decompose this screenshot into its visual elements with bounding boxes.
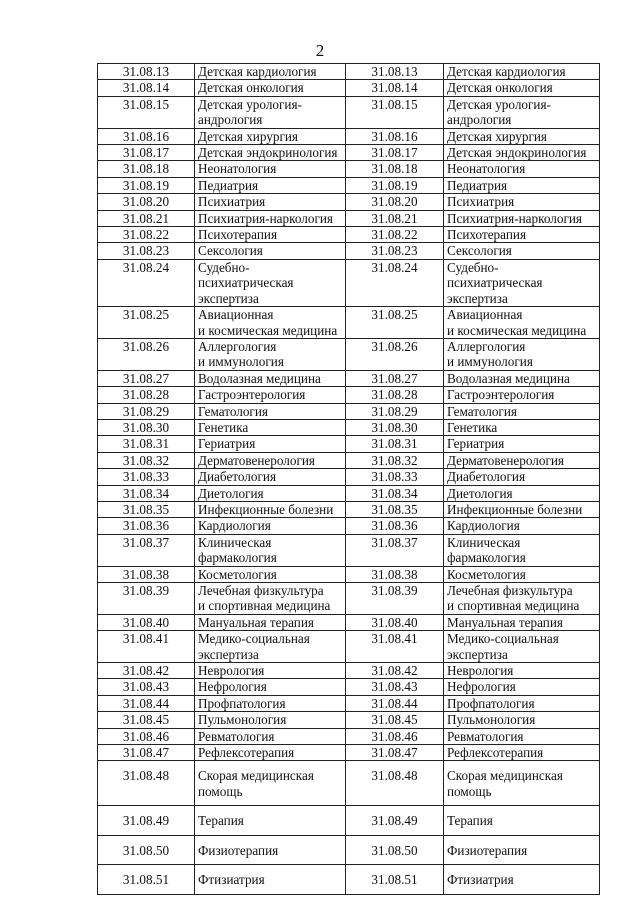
new-specialty-name <box>444 679 600 695</box>
new-specialty-name <box>444 161 600 177</box>
table-row <box>98 761 600 806</box>
name-line: Детская урология- <box>447 96 551 112</box>
old-specialty-code: 31.08.44 <box>98 695 195 711</box>
old-specialty-code: 31.08.24 <box>98 259 195 306</box>
old-specialty-code: 31.08.38 <box>98 566 195 582</box>
new-specialty-code: 31.08.32 <box>346 452 444 468</box>
old-specialty-code: 31.08.33 <box>98 469 195 485</box>
name-line: помощь <box>198 783 243 799</box>
new-specialty-code: 31.08.29 <box>346 403 444 419</box>
table-row <box>98 745 600 761</box>
old-specialty-code: 31.08.47 <box>98 745 195 761</box>
name-line: Физиотерапия <box>198 842 279 858</box>
old-specialty-name <box>195 865 346 894</box>
old-specialty-name <box>195 194 346 210</box>
name-line: Диетология <box>447 485 513 501</box>
old-specialty-code: 31.08.15 <box>98 96 195 128</box>
new-specialty-name <box>444 631 600 663</box>
old-specialty-name <box>195 387 346 403</box>
old-specialty-code: 31.08.37 <box>98 534 195 566</box>
old-specialty-name <box>195 534 346 566</box>
new-specialty-code: 31.08.47 <box>346 745 444 761</box>
name-line: Неонатология <box>198 161 277 177</box>
name-line: Детская кардиология <box>447 64 566 79</box>
new-specialty-code: 31.08.14 <box>346 80 444 96</box>
name-line: психиатрическая <box>447 275 543 291</box>
name-line: Ревматология <box>198 728 275 744</box>
name-line: Клиническая <box>198 534 272 550</box>
table-row <box>98 338 600 370</box>
name-line: Психиатрия <box>447 194 515 210</box>
old-specialty-code: 31.08.20 <box>98 194 195 210</box>
new-specialty-name <box>444 387 600 403</box>
old-specialty-name <box>195 679 346 695</box>
new-specialty-code: 31.08.26 <box>346 338 444 370</box>
old-specialty-code: 31.08.42 <box>98 663 195 679</box>
old-specialty-name <box>195 128 346 144</box>
old-specialty-name <box>195 806 346 835</box>
old-specialty-code: 31.08.50 <box>98 835 195 864</box>
old-specialty-name <box>195 501 346 517</box>
name-line: Водолазная медицина <box>447 370 570 386</box>
new-specialty-name <box>444 695 600 711</box>
new-specialty-name <box>444 419 600 435</box>
name-line: Судебно- <box>447 259 499 275</box>
name-line: Гериатрия <box>198 436 256 452</box>
name-line: фармакология <box>447 550 526 566</box>
old-specialty-name <box>195 145 346 161</box>
name-line: Кардиология <box>198 518 271 534</box>
old-specialty-code: 31.08.39 <box>98 583 195 615</box>
old-specialty-name <box>195 663 346 679</box>
old-specialty-name <box>195 485 346 501</box>
new-specialty-code: 31.08.21 <box>346 210 444 226</box>
table-row <box>98 679 600 695</box>
new-specialty-name <box>444 243 600 259</box>
new-specialty-code: 31.08.50 <box>346 835 444 864</box>
name-line: Клиническая <box>447 534 521 550</box>
new-specialty-code: 31.08.37 <box>346 534 444 566</box>
new-specialty-name <box>444 80 600 96</box>
name-line: Косметология <box>447 566 526 582</box>
name-line: Генетика <box>447 419 498 435</box>
new-specialty-code: 31.08.51 <box>346 865 444 894</box>
new-specialty-name <box>444 403 600 419</box>
new-specialty-code: 31.08.45 <box>346 712 444 728</box>
new-specialty-name <box>444 96 600 128</box>
table-row <box>98 259 600 306</box>
new-specialty-name <box>444 745 600 761</box>
table-row <box>98 712 600 728</box>
name-line: Лечебная физкультура <box>447 583 573 598</box>
name-line: Пульмонология <box>198 712 287 728</box>
old-specialty-code: 31.08.30 <box>98 419 195 435</box>
old-specialty-name <box>195 614 346 630</box>
old-specialty-name <box>195 835 346 864</box>
name-line: Гастроэнтерология <box>447 387 555 403</box>
table-row <box>98 128 600 144</box>
name-line: Физиотерапия <box>447 842 528 858</box>
new-specialty-code: 31.08.42 <box>346 663 444 679</box>
table-row <box>98 64 600 80</box>
old-specialty-name <box>195 338 346 370</box>
name-line: Неврология <box>447 663 514 679</box>
new-specialty-name <box>444 436 600 452</box>
table-row <box>98 370 600 386</box>
table-row <box>98 452 600 468</box>
name-line: Аллергология <box>198 338 277 354</box>
name-line: помощь <box>447 783 492 799</box>
name-line: Детская кардиология <box>198 64 317 79</box>
name-line: Нефрология <box>447 679 516 695</box>
name-line: Сексология <box>447 243 512 259</box>
new-specialty-name <box>444 210 600 226</box>
name-line: экспертиза <box>198 290 259 306</box>
new-specialty-code: 31.08.46 <box>346 728 444 744</box>
name-line: Авиационная <box>447 307 523 323</box>
name-line: психиатрическая <box>198 275 294 291</box>
new-specialty-name <box>444 145 600 161</box>
new-specialty-name <box>444 452 600 468</box>
old-specialty-name <box>195 712 346 728</box>
old-specialty-name <box>195 243 346 259</box>
name-line: Инфекционные болезни <box>447 501 583 517</box>
new-specialty-code: 31.08.48 <box>346 761 444 806</box>
old-specialty-name <box>195 761 346 806</box>
new-specialty-name <box>444 614 600 630</box>
table-row <box>98 243 600 259</box>
new-specialty-code: 31.08.49 <box>346 806 444 835</box>
old-specialty-name <box>195 583 346 615</box>
name-line: Гематология <box>447 403 517 419</box>
table-row <box>98 485 600 501</box>
table-row <box>98 865 600 894</box>
table-row <box>98 728 600 744</box>
name-line: и спортивная медицина <box>198 598 331 614</box>
new-specialty-code: 31.08.19 <box>346 177 444 193</box>
name-line: Аллергология <box>447 338 526 354</box>
old-specialty-name <box>195 227 346 243</box>
old-specialty-name <box>195 64 346 80</box>
old-specialty-name <box>195 728 346 744</box>
table-row <box>98 835 600 864</box>
table-row <box>98 631 600 663</box>
old-specialty-code: 31.08.51 <box>98 865 195 894</box>
name-line: Кардиология <box>447 518 520 534</box>
old-specialty-name <box>195 436 346 452</box>
old-specialty-name <box>195 566 346 582</box>
name-line: экспертиза <box>198 646 259 662</box>
new-specialty-code: 31.08.20 <box>346 194 444 210</box>
old-specialty-name <box>195 210 346 226</box>
table-row <box>98 96 600 128</box>
specialty-table-body <box>98 64 600 895</box>
name-line: Ревматология <box>447 728 524 744</box>
old-specialty-code: 31.08.27 <box>98 370 195 386</box>
new-specialty-code: 31.08.17 <box>346 145 444 161</box>
name-line: Психиатрия-наркология <box>447 210 582 226</box>
name-line: и иммунология <box>198 354 284 370</box>
new-specialty-name <box>444 177 600 193</box>
old-specialty-code: 31.08.41 <box>98 631 195 663</box>
name-line: Детская эндокринология <box>447 145 587 161</box>
new-specialty-name <box>444 712 600 728</box>
old-specialty-code: 31.08.48 <box>98 761 195 806</box>
old-specialty-code: 31.08.28 <box>98 387 195 403</box>
name-line: Гастроэнтерология <box>198 387 306 403</box>
old-specialty-code: 31.08.26 <box>98 338 195 370</box>
name-line: андрология <box>198 112 263 128</box>
name-line: Неонатология <box>447 161 526 177</box>
new-specialty-name <box>444 338 600 370</box>
new-specialty-code: 31.08.40 <box>346 614 444 630</box>
new-specialty-name <box>444 865 600 894</box>
new-specialty-code: 31.08.39 <box>346 583 444 615</box>
name-line: Инфекционные болезни <box>198 501 334 517</box>
name-line: и иммунология <box>447 354 533 370</box>
old-specialty-code: 31.08.23 <box>98 243 195 259</box>
old-specialty-code: 31.08.35 <box>98 501 195 517</box>
new-specialty-name <box>444 728 600 744</box>
name-line: Педиатрия <box>447 177 508 193</box>
name-line: Диетология <box>198 485 264 501</box>
table-row <box>98 534 600 566</box>
new-specialty-code: 31.08.31 <box>346 436 444 452</box>
table-row <box>98 210 600 226</box>
old-specialty-name <box>195 80 346 96</box>
old-specialty-code: 31.08.19 <box>98 177 195 193</box>
old-specialty-name <box>195 452 346 468</box>
name-line: Медико-социальная <box>447 631 559 647</box>
new-specialty-name <box>444 370 600 386</box>
name-line: Детская хирургия <box>447 128 548 144</box>
name-line: и космическая медицина <box>447 322 587 338</box>
table-row <box>98 583 600 615</box>
new-specialty-name <box>444 534 600 566</box>
old-specialty-name <box>195 177 346 193</box>
name-line: экспертиза <box>447 646 508 662</box>
new-specialty-name <box>444 566 600 582</box>
new-specialty-name <box>444 307 600 339</box>
name-line: Дерматовенерология <box>447 452 564 468</box>
new-specialty-code: 31.08.44 <box>346 695 444 711</box>
old-specialty-code: 31.08.22 <box>98 227 195 243</box>
new-specialty-name <box>444 663 600 679</box>
new-specialty-code: 31.08.35 <box>346 501 444 517</box>
table-row <box>98 387 600 403</box>
new-specialty-code: 31.08.43 <box>346 679 444 695</box>
old-specialty-code: 31.08.46 <box>98 728 195 744</box>
new-specialty-name <box>444 194 600 210</box>
old-specialty-code: 31.08.16 <box>98 128 195 144</box>
new-specialty-name <box>444 518 600 534</box>
new-specialty-code: 31.08.36 <box>346 518 444 534</box>
name-line: Лечебная физкультура <box>198 583 324 598</box>
table-row <box>98 436 600 452</box>
name-line: Диабетология <box>447 469 526 485</box>
new-specialty-code: 31.08.24 <box>346 259 444 306</box>
new-specialty-code: 31.08.27 <box>346 370 444 386</box>
name-line: Фтизиатрия <box>198 872 265 888</box>
name-line: Профпатология <box>447 695 535 711</box>
new-specialty-code: 31.08.34 <box>346 485 444 501</box>
new-specialty-code: 31.08.22 <box>346 227 444 243</box>
new-specialty-code: 31.08.38 <box>346 566 444 582</box>
name-line: Скорая медицинская <box>198 768 314 784</box>
name-line: Рефлексотерапия <box>447 745 544 761</box>
table-row <box>98 518 600 534</box>
page-number: 2 <box>315 41 325 60</box>
old-specialty-name <box>195 469 346 485</box>
new-specialty-code: 31.08.30 <box>346 419 444 435</box>
table-row <box>98 695 600 711</box>
name-line: Психиатрия-наркология <box>198 210 333 226</box>
old-specialty-name <box>195 695 346 711</box>
name-line: Пульмонология <box>447 712 536 728</box>
name-line: Сексология <box>198 243 263 259</box>
name-line: Детская эндокринология <box>198 145 338 161</box>
name-line: Рефлексотерапия <box>198 745 295 761</box>
new-specialty-code: 31.08.18 <box>346 161 444 177</box>
new-specialty-code: 31.08.25 <box>346 307 444 339</box>
old-specialty-code: 31.08.36 <box>98 518 195 534</box>
old-specialty-code: 31.08.31 <box>98 436 195 452</box>
name-line: Гематология <box>198 403 268 419</box>
old-specialty-name <box>195 403 346 419</box>
name-line: Авиационная <box>198 307 274 323</box>
table-row <box>98 227 600 243</box>
old-specialty-name <box>195 745 346 761</box>
table-row <box>98 177 600 193</box>
new-specialty-code: 31.08.16 <box>346 128 444 144</box>
table-row <box>98 566 600 582</box>
name-line: экспертиза <box>447 290 508 306</box>
old-specialty-code: 31.08.43 <box>98 679 195 695</box>
new-specialty-name <box>444 835 600 864</box>
name-line: Психиатрия <box>198 194 266 210</box>
old-specialty-code: 31.08.49 <box>98 806 195 835</box>
new-specialty-name <box>444 583 600 615</box>
name-line: и космическая медицина <box>198 322 338 338</box>
new-specialty-name <box>444 128 600 144</box>
table-row <box>98 145 600 161</box>
name-line: Косметология <box>198 566 277 582</box>
table-row <box>98 419 600 435</box>
name-line: Медико-социальная <box>198 631 310 647</box>
old-specialty-code: 31.08.13 <box>98 64 195 80</box>
name-line: Психотерапия <box>447 227 527 243</box>
new-specialty-code: 31.08.23 <box>346 243 444 259</box>
name-line: и спортивная медицина <box>447 598 580 614</box>
old-specialty-name <box>195 631 346 663</box>
old-specialty-name <box>195 259 346 306</box>
name-line: Судебно- <box>198 259 250 275</box>
table-row <box>98 806 600 835</box>
name-line: Диабетология <box>198 469 277 485</box>
name-line: Неврология <box>198 663 265 679</box>
old-specialty-code: 31.08.25 <box>98 307 195 339</box>
name-line: Терапия <box>198 813 244 829</box>
table-row <box>98 194 600 210</box>
name-line: Фтизиатрия <box>447 872 514 888</box>
old-specialty-name <box>195 96 346 128</box>
old-specialty-code: 31.08.21 <box>98 210 195 226</box>
old-specialty-name <box>195 419 346 435</box>
name-line: Детская хирургия <box>198 128 299 144</box>
name-line: Гериатрия <box>447 436 505 452</box>
name-line: Детская онкология <box>447 80 553 96</box>
name-line: Дерматовенерология <box>198 452 315 468</box>
table-row <box>98 161 600 177</box>
new-specialty-name <box>444 259 600 306</box>
new-specialty-name <box>444 485 600 501</box>
old-specialty-code: 31.08.18 <box>98 161 195 177</box>
name-line: Скорая медицинская <box>447 768 563 784</box>
new-specialty-name <box>444 501 600 517</box>
old-specialty-code: 31.08.34 <box>98 485 195 501</box>
name-line: Нефрология <box>198 679 267 695</box>
name-line: Детская урология- <box>198 96 302 112</box>
name-line: Психотерапия <box>198 227 278 243</box>
name-line: Педиатрия <box>198 177 259 193</box>
old-specialty-name <box>195 161 346 177</box>
table-row <box>98 501 600 517</box>
new-specialty-code: 31.08.41 <box>346 631 444 663</box>
name-line: Мануальная терапия <box>447 614 563 630</box>
old-specialty-name <box>195 307 346 339</box>
old-specialty-name <box>195 370 346 386</box>
new-specialty-code: 31.08.33 <box>346 469 444 485</box>
old-specialty-code: 31.08.32 <box>98 452 195 468</box>
old-specialty-code: 31.08.45 <box>98 712 195 728</box>
old-specialty-code: 31.08.29 <box>98 403 195 419</box>
old-specialty-code: 31.08.17 <box>98 145 195 161</box>
table-row <box>98 663 600 679</box>
table-row <box>98 614 600 630</box>
new-specialty-name <box>444 227 600 243</box>
new-specialty-name <box>444 64 600 80</box>
name-line: андрология <box>447 112 512 128</box>
new-specialty-name <box>444 761 600 806</box>
new-specialty-code: 31.08.15 <box>346 96 444 128</box>
old-specialty-code: 31.08.14 <box>98 80 195 96</box>
specialty-table <box>97 63 600 895</box>
new-specialty-name <box>444 469 600 485</box>
new-specialty-code: 31.08.28 <box>346 387 444 403</box>
name-line: Профпатология <box>198 695 286 711</box>
table-row <box>98 403 600 419</box>
new-specialty-name <box>444 806 600 835</box>
old-specialty-name <box>195 518 346 534</box>
name-line: Водолазная медицина <box>198 370 321 386</box>
table-row <box>98 307 600 339</box>
name-line: Мануальная терапия <box>198 614 314 630</box>
name-line: Генетика <box>198 419 249 435</box>
new-specialty-code: 31.08.13 <box>346 64 444 80</box>
old-specialty-code: 31.08.40 <box>98 614 195 630</box>
table-row <box>98 80 600 96</box>
table-row <box>98 469 600 485</box>
name-line: Детская онкология <box>198 80 304 96</box>
name-line: фармакология <box>198 550 277 566</box>
name-line: Терапия <box>447 813 493 829</box>
